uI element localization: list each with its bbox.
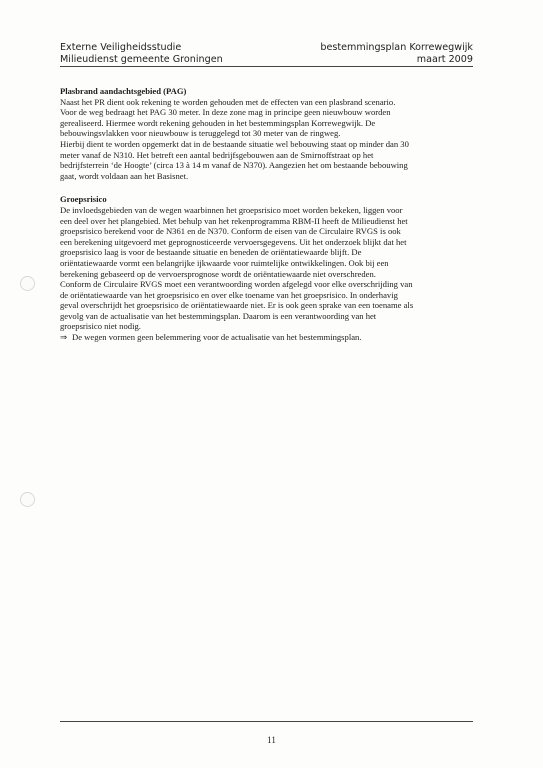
- header-right: [320, 42, 473, 66]
- section-text-pag: [60, 97, 473, 182]
- section-title-groepsrisico: Groepsrisico: [60, 194, 107, 205]
- text-line: een berekening uitgevoerd met geprognosticeerde vervoersgegevens. Uit het onderzoek blijkt dat het: [60, 236, 407, 247]
- text-line: De invloedsgebieden van de wegen waarbinnen het groepsrisico moet worden bekeken, liggen voor: [60, 204, 403, 215]
- text-line: bebouwingsvlakken voor nieuwbouw is teruggelegd tot 30 meter van de ringweg.: [60, 128, 341, 139]
- section-text-groepsrisico: [60, 205, 473, 343]
- header-plan-title: bestemmingsplan Korrewegwijk: [320, 42, 473, 53]
- text-line: berekening gebaseerd op de vervoersprognose wordt de oriëntatiewaarde niet overschreden.: [60, 268, 376, 279]
- punch-hole: [20, 492, 35, 507]
- text-line: bedrijfsterrein ‘de Hoogte’ (circa 13 à 14 m vanaf de N370). Aangezien het om bestaande bebouwing: [60, 160, 408, 171]
- header-rule: [60, 66, 473, 67]
- header-left: [60, 42, 223, 66]
- text-line: de oriëntatiewaarde van het groepsrisico en over elke toename van het groepsrisico. In onderhavig: [60, 289, 398, 300]
- header-study-title: Externe Veiligheidsstudie: [60, 42, 182, 53]
- punch-hole: [20, 276, 35, 291]
- text-line: groepsrisico berekend voor de N361 en de N370. Conform de eisen van de Circulaire RVGS is ook: [60, 226, 401, 237]
- header-date: maart 2009: [416, 54, 473, 65]
- text-line: Hierbij dient te worden opgemerkt dat in de bestaande situatie wel bebouwing staat op minder dan 30: [60, 138, 409, 149]
- header-organisation: Milieudienst gemeente Groningen: [60, 54, 223, 65]
- conclusion-text: De wegen vormen geen belemmering voor de actualisatie van het bestemmingsplan.: [72, 332, 362, 343]
- footer-rule: [60, 721, 473, 722]
- text-line: groepsrisico niet nodig.: [60, 321, 141, 332]
- text-line: oriëntatiewaarde vormt een belangrijke ijkwaarde voor ruimtelijke ontwikkelingen. Ook bij een: [60, 257, 389, 268]
- right-arrow-icon: ⇒: [60, 332, 68, 343]
- text-line: Voor de weg bedraagt het PAG 30 meter. In deze zone mag in principe geen nieuwbouw worden: [60, 107, 391, 118]
- text-line: Naast het PR dient ook rekening te worden gehouden met de effecten van een plasbrand scenario.: [60, 96, 396, 107]
- text-line: geval overschrijdt het groepsrisico de oriëntatiewaarde niet. Er is ook geen sprake van een toename als: [60, 300, 414, 311]
- text-line: gerealiseerd. Hiermee wordt rekening gehouden in het bestemmingsplan Korrewegwijk. De: [60, 117, 376, 128]
- text-line: een deel over het plangebied. Met behulp van het rekenprogramma RBM-II heeft de Milieudienst het: [60, 215, 408, 226]
- body-text: [60, 86, 473, 343]
- page-number: 11: [267, 735, 276, 745]
- text-line: meter vanaf de N310. Het betreft een aantal bedrijfsgebouwen aan de Smirnoffstraat op het: [60, 149, 374, 160]
- text-line: groepsrisico laag is voor de bestaande situatie en beneden de oriëntatiewaarde blijft. De: [60, 247, 362, 258]
- text-line: Conform de Circulaire RVGS moet een verantwoording worden afgelegd voor elke overschrijding van: [60, 279, 413, 290]
- section-title-pag: Plasbrand aandachtsgebied (PAG): [60, 86, 187, 96]
- text-line: gaat, wordt voldaan aan het Basisnet.: [60, 170, 189, 181]
- conclusion-line: [60, 332, 473, 343]
- text-line: gevolg van de actualisatie van het bestemmingsplan. Daarom is een verantwoording van het: [60, 310, 377, 321]
